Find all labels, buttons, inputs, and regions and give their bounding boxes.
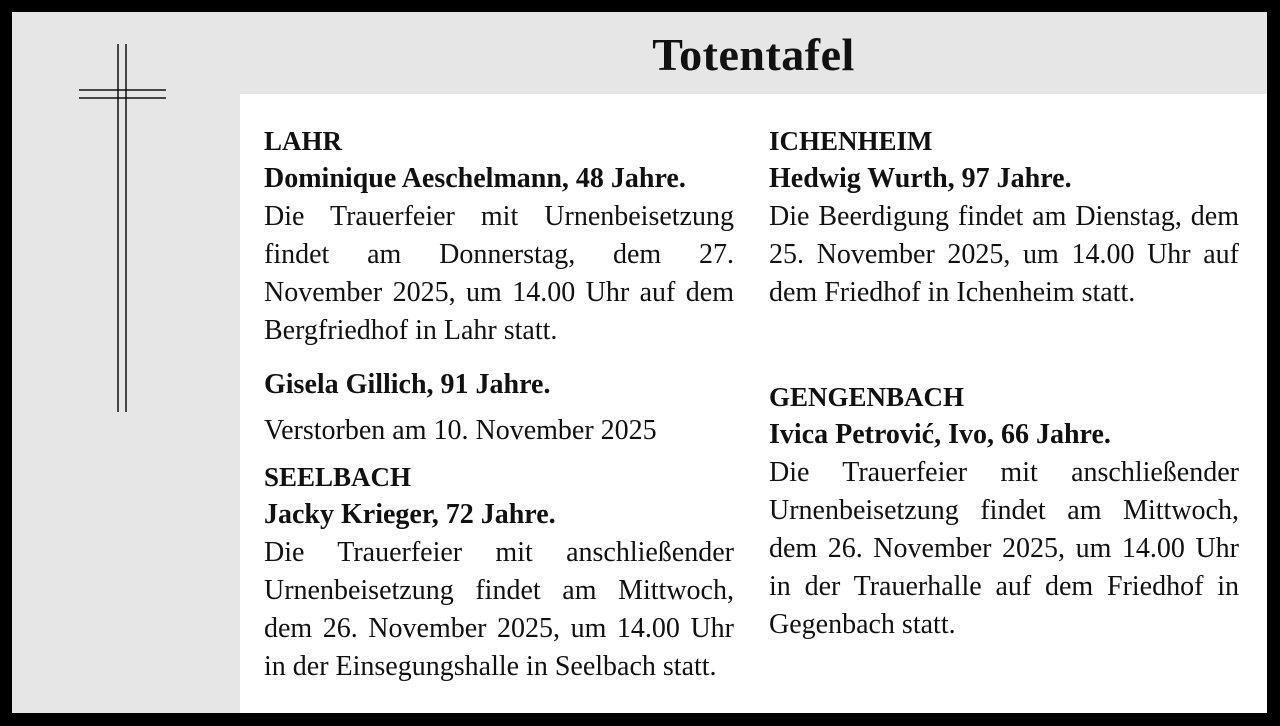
place-heading: GENGENBACH bbox=[769, 382, 965, 412]
right-column bbox=[769, 122, 1239, 644]
cross-icon bbox=[12, 12, 212, 432]
place-heading: SEELBACH bbox=[264, 462, 412, 492]
deceased-name: Ivica Petrović, Ivo, 66 Jahre. bbox=[769, 419, 1111, 450]
notice-text: Die Trauerfeier mit anschließender Urnenbeisetzung findet am Mittwoch, dem 26. November 2025, um 14.00 Uhr in der Trauerhalle auf dem Friedhof in Gegenbach statt. bbox=[769, 457, 1239, 640]
notice-text: Die Beerdigung findet am Dienstag, dem 25. November 2025, um 14.00 Uhr auf dem Friedhof in Ichenheim statt. bbox=[769, 201, 1239, 308]
place-heading: LAHR bbox=[264, 126, 343, 156]
deceased-name: Hedwig Wurth, 97 Jahre. bbox=[769, 163, 1072, 194]
content-panel bbox=[240, 94, 1267, 713]
obituary-board bbox=[12, 12, 1267, 713]
notice-text: Verstorben am 10. November 2025 bbox=[264, 415, 657, 446]
notice-text: Die Trauerfeier mit Urnenbeisetzung findet am Donnerstag, dem 27. November 2025, um 14.00 Uhr auf dem Bergfriedhof in Lahr statt. bbox=[264, 201, 734, 346]
deceased-name: Dominique Aeschelmann, 48 Jahre. bbox=[264, 163, 686, 194]
page-title: Totentafel bbox=[652, 29, 855, 80]
place-heading: ICHENHEIM bbox=[769, 126, 933, 156]
deceased-name: Gisela Gillich, 91 Jahre. bbox=[264, 369, 551, 400]
notice-text: Die Trauerfeier mit anschließender Urnenbeisetzung findet am Mittwoch, dem 26. November 2025, um 14.00 Uhr in der Einsegungshalle in Seelbach statt. bbox=[264, 537, 734, 682]
deceased-name: Jacky Krieger, 72 Jahre. bbox=[264, 499, 556, 530]
left-column bbox=[264, 122, 734, 686]
